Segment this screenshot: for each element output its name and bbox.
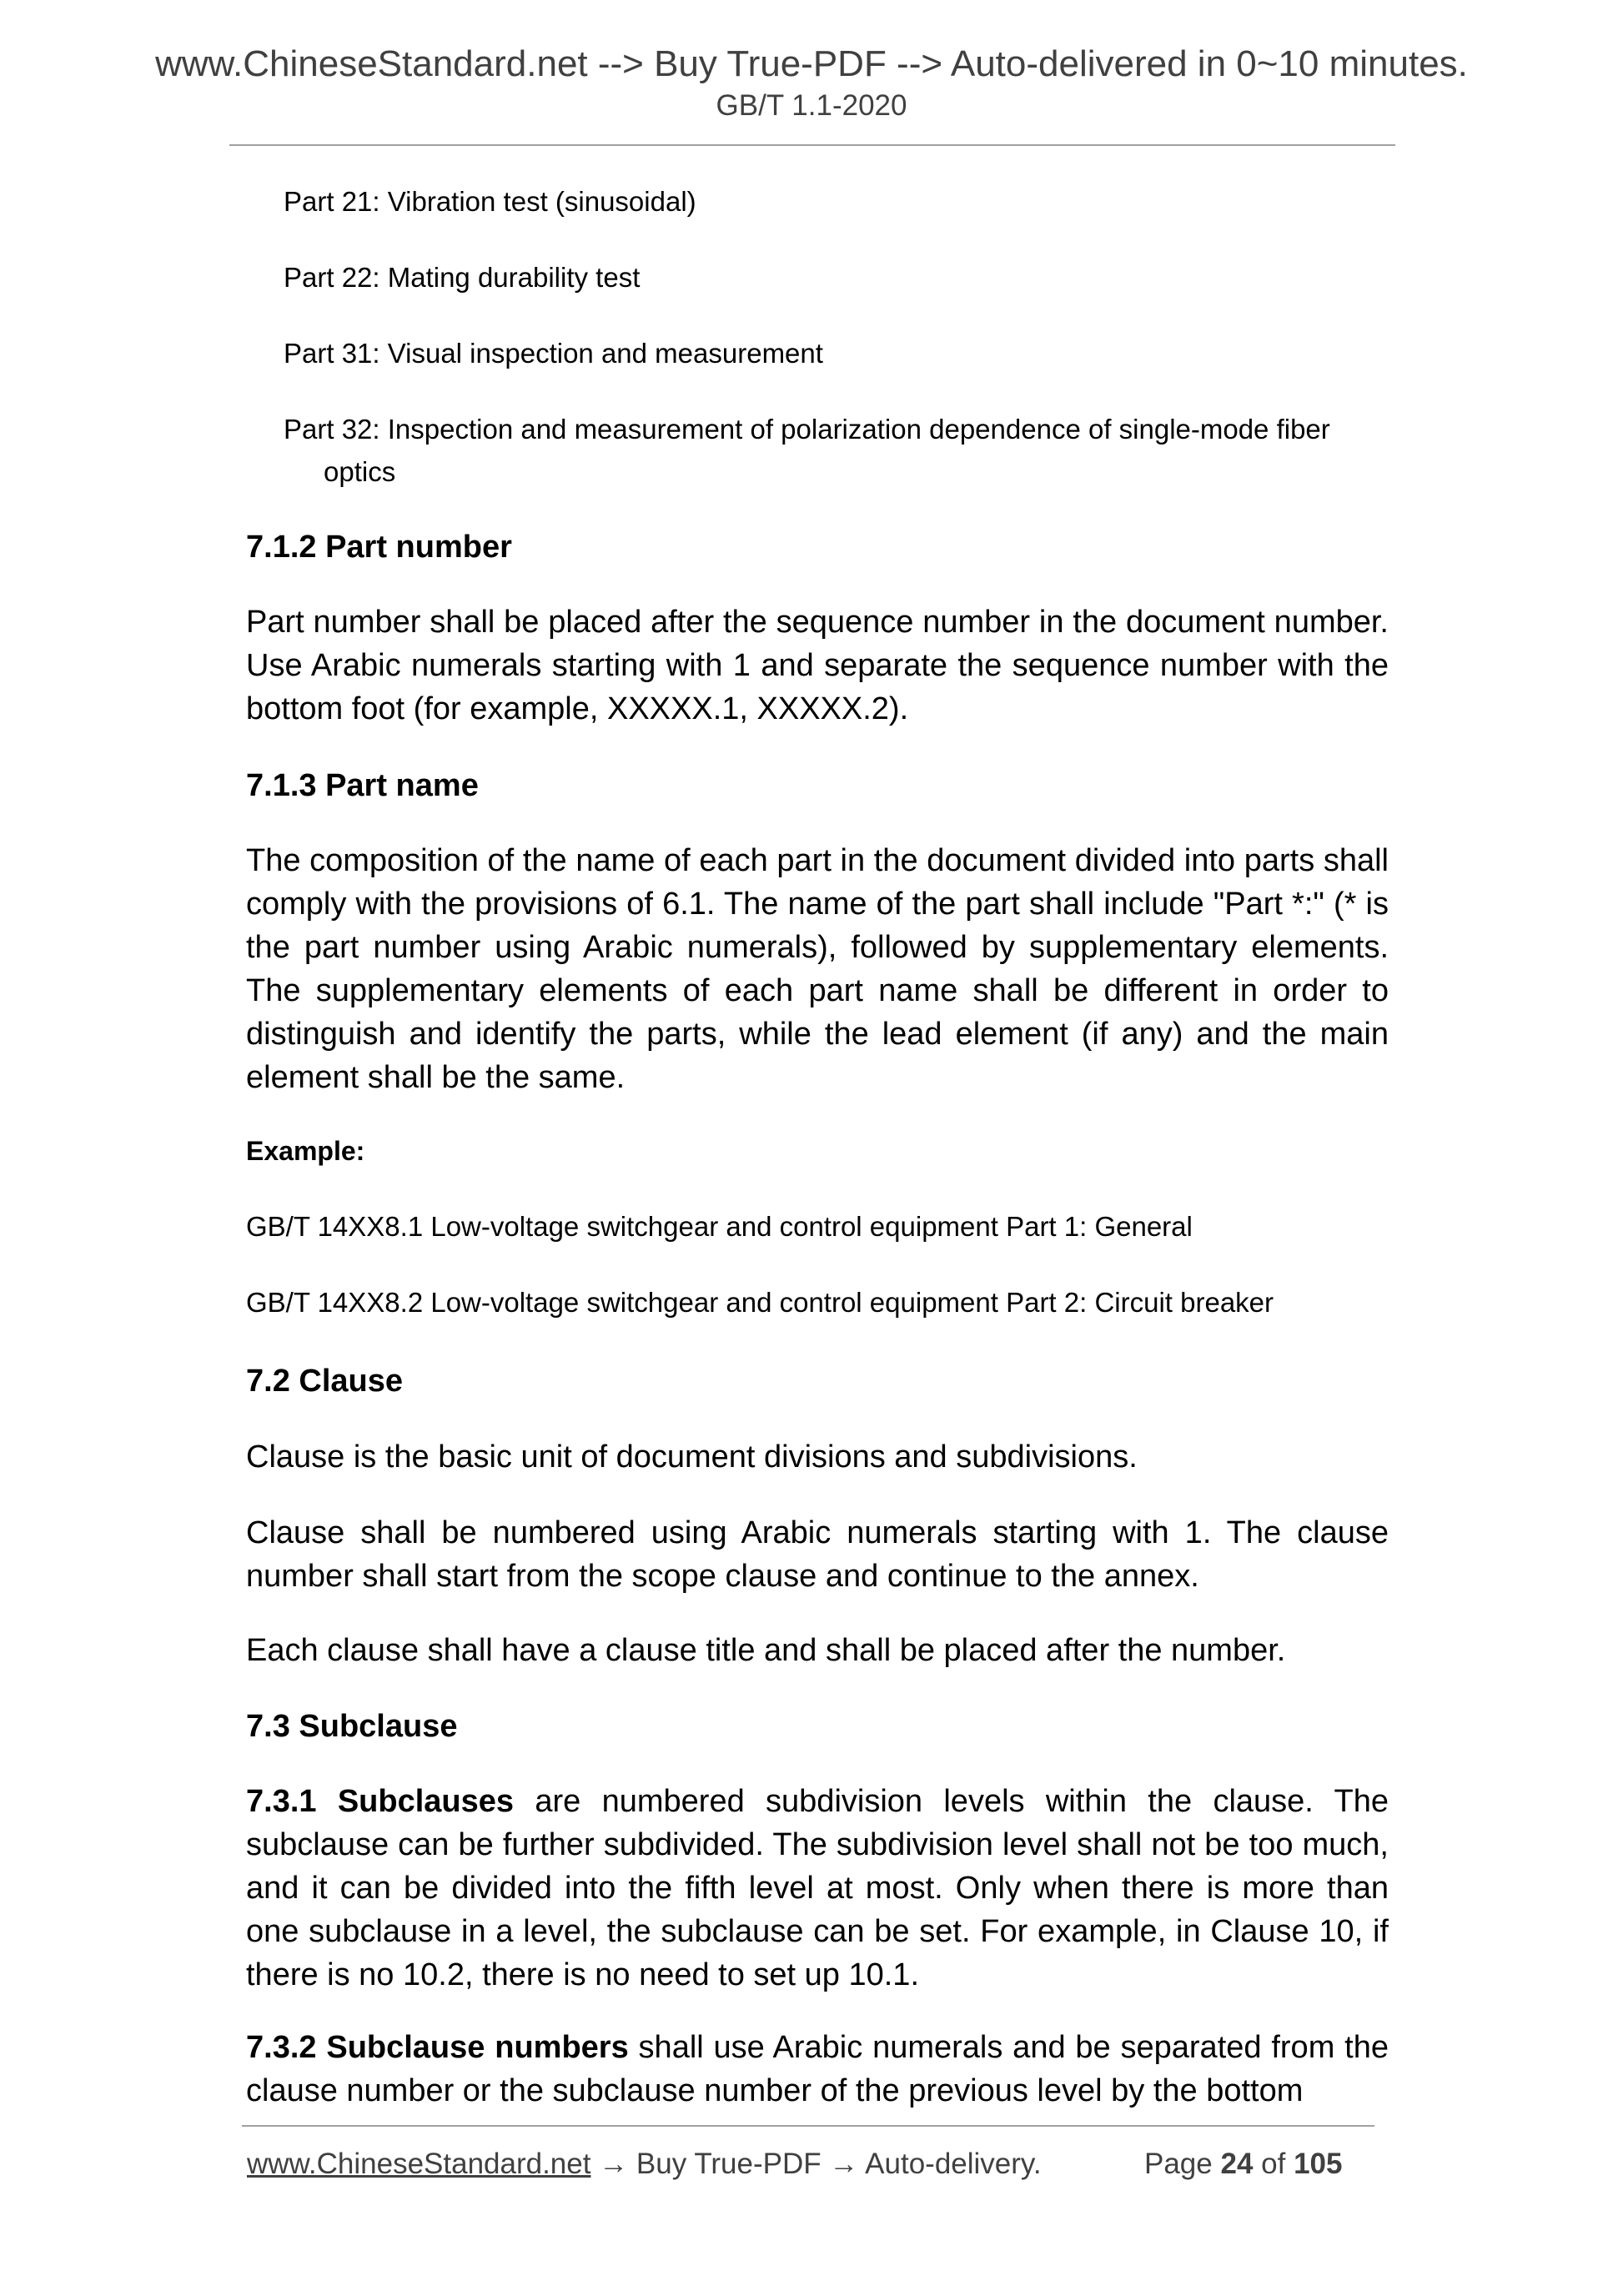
paragraph-part-name: The composition of the name of each part in the document divided into parts shall comply with the provisions of 6.1. The name of the part shall include "Part *:" (* is the part number using Arabic numerals), followed by supplementary elements. The supplementary elements of each part name shall be different in order to distinguish and identify the parts, while the lead element (if any) and the main element shall be the same. [246,843,1389,1095]
subclause-numbers-lead: 7.3.2 Subclause numbers [246,2030,629,2065]
paragraph-subclauses [246,1780,1389,1997]
section-heading-7-1-2: 7.1.2 Part number [246,530,512,565]
paragraph-clause-numbering: Clause shall be numbered using Arabic numerals starting with 1. The clause number shall start from the scope clause and continue to the annex. [246,1515,1389,1594]
subclause-lead: 7.3.1 Subclauses [246,1784,515,1819]
example-label: Example: [246,1136,365,1166]
page-indicator [1144,2148,1343,2181]
list-item [284,408,1389,493]
section-heading-7-2: 7.2 Clause [246,1364,403,1399]
standard-id: GB/T 1.1-2020 [716,89,907,122]
list-item-text: Part 32: Inspection and measurement of polarization dependence of single-mode fiber [284,414,1330,445]
paragraph-part-number: Part number shall be placed after the sequence number in the document number. Use Arabic numerals starting with 1 and separate the sequence number with the bottom foot (for example, XXXXX.1, XXXXX.2). [246,605,1389,726]
page-total: 105 [1294,2148,1343,2180]
footer-tagline: → Buy True-PDF → Auto-delivery. [590,2148,1042,2180]
paragraph-subclause-numbers [246,2026,1389,2113]
list-item-text: Part 31: Visual inspection and measurement [284,338,823,369]
page-number: 24 [1220,2148,1254,2180]
header-divider [229,144,1395,146]
list-item [284,256,1389,299]
section-heading-7-3: 7.3 Subclause [246,1709,458,1744]
paragraph-clause-title: Each clause shall have a clause title and shall be placed after the number. [246,1633,1286,1668]
footer-divider [242,2125,1374,2127]
example-line: GB/T 14XX8.1 Low-voltage switchgear and control equipment Part 1: General [246,1211,1193,1242]
list-item-text: Part 21: Vibration test (sinusoidal) [284,186,696,217]
of-label: of [1261,2148,1286,2180]
example-line: GB/T 14XX8.2 Low-voltage switchgear and control equipment Part 2: Circuit breaker [246,1287,1274,1318]
site-link[interactable]: www.ChineseStandard.net [247,2148,591,2180]
header-banner: www.ChineseStandard.net --> Buy True-PDF --> Auto-delivered in 0~10 minutes. [155,43,1468,84]
list-item-text: Part 22: Mating durability test [284,262,641,293]
subclause-body: are numbered subdivision levels within the clause. The subclause can be further subdivided. The subdivision level shall not be too much, and it can be divided into the fifth level at most. Only when there is more than one subclause in a level, the subclause can be set. For example, in Clause 10, if there is no 10.2, there is no need to set up 10.1. [246,1784,1389,1992]
paragraph-clause-definition: Clause is the basic unit of document divisions and subdivisions. [246,1439,1138,1475]
footer-promo [247,2148,1042,2181]
subclause-numbers-body: shall use Arabic numerals and be separated from the clause number or the subclause number of the previous level by the bottom [246,2030,1389,2108]
list-item-continuation: optics [324,456,396,487]
list-item [284,180,1389,223]
list-item [284,332,1389,374]
section-heading-7-1-3: 7.1.3 Part name [246,768,479,803]
page-label: Page [1144,2148,1213,2180]
